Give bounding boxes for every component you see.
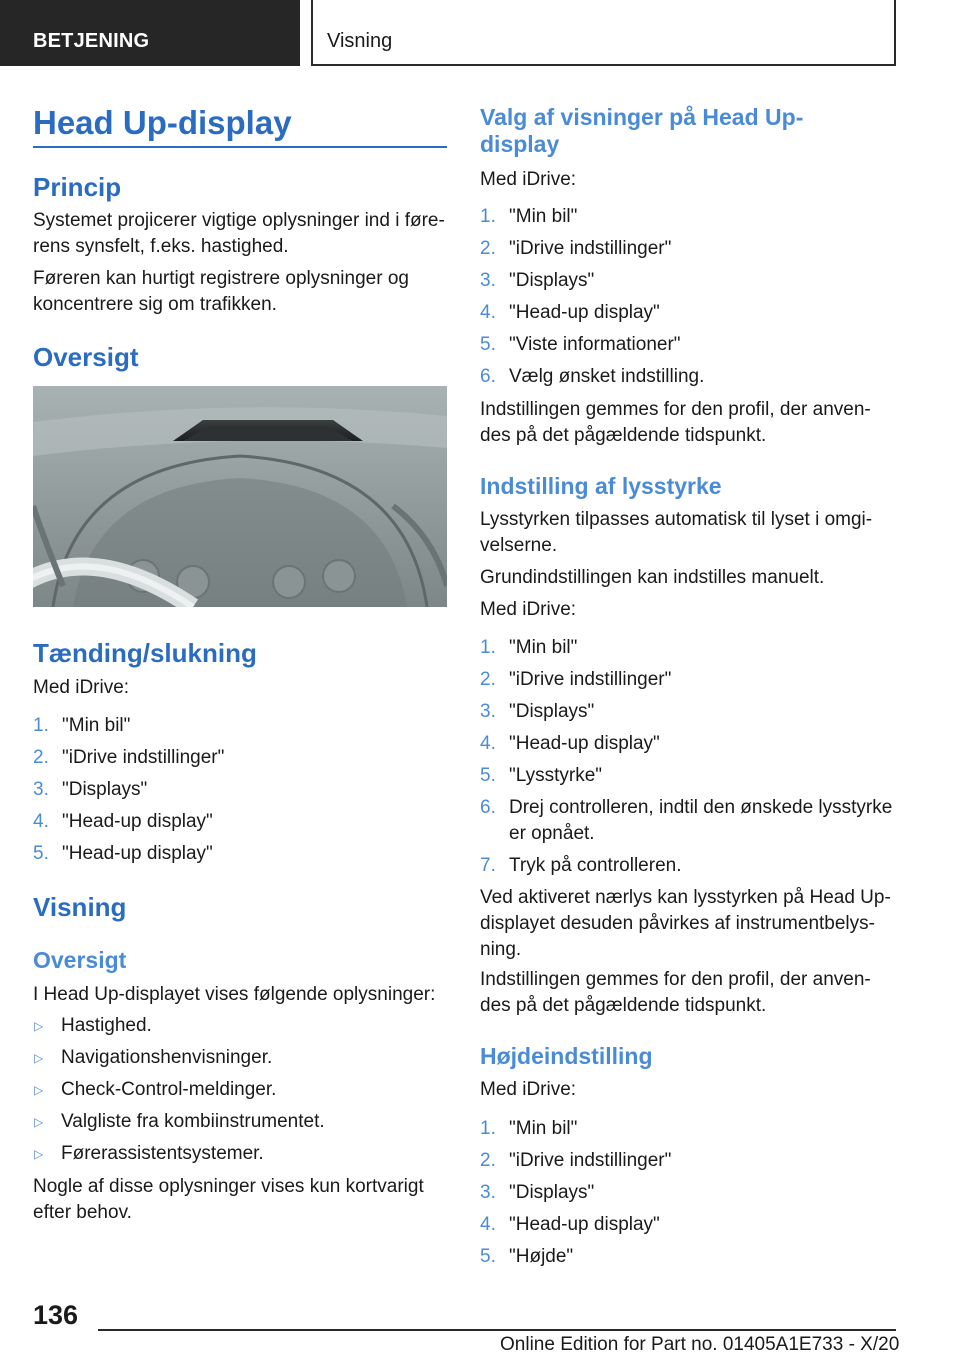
lys-text-line: Indstillingen gemmes for den profil, der anven-	[480, 969, 871, 990]
valg-outro-line: Indstillingen gemmes for den profil, der anven-	[480, 399, 871, 420]
heading-hojde: Højdeindstilling	[480, 1043, 653, 1069]
subsection-tab	[311, 0, 896, 66]
bullet-text: Hastighed.	[61, 1015, 152, 1036]
princip-text-line: koncentrere sig om trafikken.	[33, 294, 277, 315]
visning-intro: I Head Up-displayet vises følgende oplysninger:	[33, 984, 436, 1005]
step-text: "iDrive indstillinger"	[509, 238, 672, 259]
princip-text-line: Systemet projicerer vigtige oplysninger ind i føre-	[33, 210, 445, 231]
heading-princip: Princip	[33, 172, 122, 202]
heading-valg-line: display	[480, 131, 560, 157]
triangle-bullet-icon: ▷	[34, 1115, 44, 1129]
step-text: "Min bil"	[509, 637, 578, 658]
step-number: 5.	[480, 334, 496, 355]
step-number: 3.	[480, 270, 496, 291]
heading-visning: Visning	[33, 892, 127, 922]
step-number: 1.	[480, 1118, 496, 1139]
visning-outro-line: efter behov.	[33, 1202, 132, 1223]
step-number: 2.	[480, 238, 496, 259]
step-text: "Displays"	[62, 779, 148, 800]
step-number: 4.	[480, 733, 496, 754]
lys-text-line: Lysstyrken tilpasses automatisk til lyset i omgi-	[480, 509, 873, 530]
step-number: 2.	[480, 1150, 496, 1171]
lys-text-line: velserne.	[480, 535, 558, 556]
hud-illustration	[33, 386, 447, 607]
valg-outro-line: des på det pågældende tidspunkt.	[480, 425, 767, 446]
step-text: "Head-up display"	[62, 843, 213, 864]
subsection-label: Visning	[327, 30, 393, 52]
heading-valg-line: Valg af visninger på Head Up-	[480, 104, 804, 130]
step-number: 2.	[33, 747, 49, 768]
step-text: Tryk på controlleren.	[509, 855, 682, 876]
step-text: "Højde"	[509, 1246, 574, 1267]
page-header	[0, 0, 960, 66]
step-text: Drej controlleren, indtil den ønskede lysstyrke	[509, 797, 893, 818]
step-text: "Min bil"	[62, 715, 131, 736]
step-number: 3.	[480, 701, 496, 722]
lys-intro: Med iDrive:	[480, 599, 577, 620]
step-text: "Displays"	[509, 701, 595, 722]
step-text: "iDrive indstillinger"	[509, 1150, 672, 1171]
step-text: "Displays"	[509, 1182, 595, 1203]
lys-text-line: des på det pågældende tidspunkt.	[480, 995, 767, 1016]
step-number: 3.	[33, 779, 49, 800]
step-number: 4.	[33, 811, 49, 832]
heading-taending: Tænding/slukning	[33, 638, 257, 668]
section-tab	[0, 0, 300, 66]
step-number: 6.	[480, 797, 496, 818]
step-number: 1.	[480, 637, 496, 658]
step-number: 3.	[480, 1182, 496, 1203]
step-number: 7.	[480, 855, 496, 876]
step-text: "Displays"	[509, 270, 595, 291]
step-number: 4.	[480, 302, 496, 323]
step-text: "Min bil"	[509, 1118, 578, 1139]
triangle-bullet-icon: ▷	[34, 1147, 44, 1161]
heading-lysstyrke: Indstilling af lysstyrke	[480, 473, 722, 499]
dashboard-image	[33, 386, 447, 607]
lys-text-line: displayet desuden påvirkes af instrumentbelys-	[480, 913, 875, 934]
footer-rule	[98, 1329, 896, 1331]
step-number: 5.	[480, 765, 496, 786]
page-number: 136	[33, 1300, 79, 1330]
step-number: 5.	[33, 843, 49, 864]
step-text: "Head-up display"	[62, 811, 213, 832]
valg-intro: Med iDrive:	[480, 169, 577, 190]
lys-text-line: Grundindstillingen kan indstilles manuelt.	[480, 567, 825, 588]
step-text: er opnået.	[509, 823, 595, 844]
bullet-text: Navigationshenvisninger.	[61, 1047, 273, 1068]
lys-text-line: Ved aktiveret nærlys kan lysstyrken på Head Up-	[480, 887, 891, 908]
bullet-text: Valgliste fra kombiinstrumentet.	[61, 1111, 325, 1132]
step-text: "iDrive indstillinger"	[509, 669, 672, 690]
page-title: Head Up-display	[33, 104, 292, 141]
step-number: 6.	[480, 366, 496, 387]
visning-outro-line: Nogle af disse oplysninger vises kun kortvarigt	[33, 1176, 424, 1197]
step-number: 1.	[480, 206, 496, 227]
bullet-text: Check-Control-meldinger.	[61, 1079, 277, 1100]
step-number: 5.	[480, 1246, 496, 1267]
step-text: "Viste informationer"	[509, 334, 681, 355]
step-text: "Lysstyrke"	[509, 765, 603, 786]
subheading-oversigt: Oversigt	[33, 947, 127, 973]
heading-oversigt: Oversigt	[33, 342, 139, 372]
princip-text-line: Føreren kan hurtigt registrere oplysninger og	[33, 268, 409, 289]
triangle-bullet-icon: ▷	[34, 1083, 44, 1097]
step-text: "iDrive indstillinger"	[62, 747, 225, 768]
step-text: "Head-up display"	[509, 302, 660, 323]
step-number: 1.	[33, 715, 49, 736]
bullet-text: Førerassistentsystemer.	[61, 1143, 264, 1164]
taending-intro: Med iDrive:	[33, 677, 130, 698]
step-text: "Min bil"	[509, 206, 578, 227]
step-text: "Head-up display"	[509, 733, 660, 754]
hojde-intro: Med iDrive:	[480, 1079, 577, 1100]
step-number: 4.	[480, 1214, 496, 1235]
triangle-bullet-icon: ▷	[34, 1019, 44, 1033]
edition-text: Online Edition for Part no. 01405A1E733 - X/20	[500, 1334, 900, 1355]
princip-text-line: rens synsfelt, f.eks. hastighed.	[33, 236, 289, 257]
title-rule	[33, 146, 447, 148]
triangle-bullet-icon: ▷	[34, 1051, 44, 1065]
step-number: 2.	[480, 669, 496, 690]
section-label: BETJENING	[33, 30, 150, 52]
step-text: Vælg ønsket indstilling.	[509, 366, 705, 387]
step-text: "Head-up display"	[509, 1214, 660, 1235]
lys-text-line: ning.	[480, 939, 522, 960]
